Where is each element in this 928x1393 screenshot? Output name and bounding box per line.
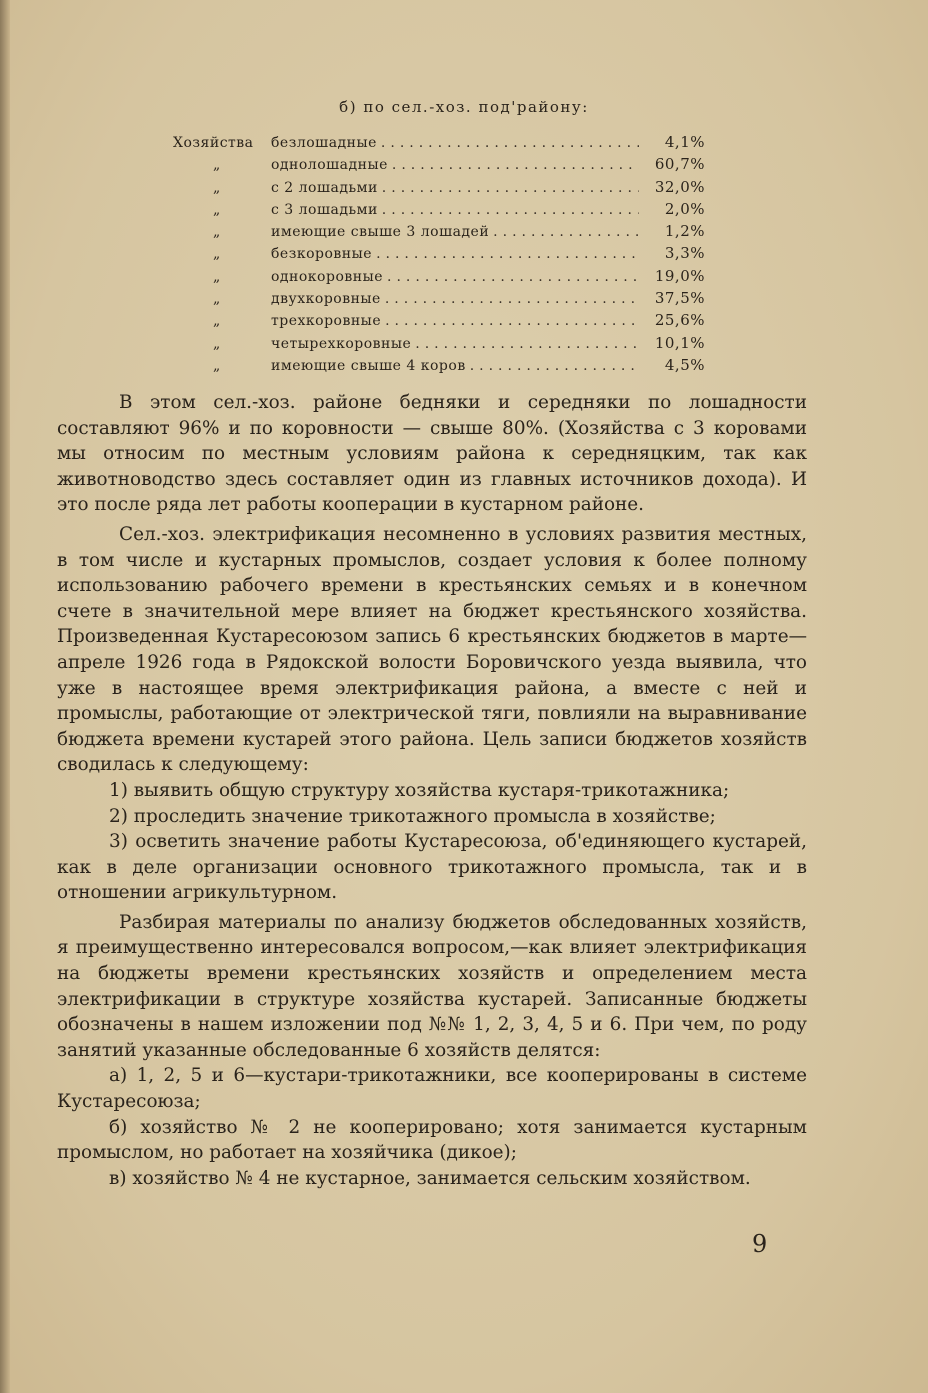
stat-label: безкоровные bbox=[271, 246, 373, 263]
stat-row bbox=[173, 133, 705, 155]
paragraph: В этом сел.-хоз. районе бедняки и середняки по лошадности составляют 96% и по коровности — свыше 80%. (Хозяйства с 3 коровами мы относим по местным условиям района к середняцким, так как животноводство здесь составляет один из главных источников дохода). И это после ряда лет работы кооперации в кустарном районе. bbox=[57, 392, 807, 516]
stat-value: 19,0% bbox=[654, 266, 705, 285]
ditto-mark: „ bbox=[213, 224, 221, 241]
stat-row bbox=[173, 334, 705, 356]
stat-value: 37,5% bbox=[654, 289, 705, 308]
leader-dots bbox=[382, 180, 639, 196]
stat-value: 25,6% bbox=[654, 311, 705, 330]
stat-value: 4,5% bbox=[664, 355, 705, 374]
stat-label: трехкоровные bbox=[271, 313, 382, 330]
list-item: 3) осветить значение работы Кустаресоюза, об'единяющего кустарей, как в деле организации основного трикотажного промысла, так и в отношении агрикультурном. bbox=[57, 831, 807, 904]
stat-row bbox=[173, 178, 705, 200]
statistics-list bbox=[173, 133, 705, 378]
stat-label: двухкоровные bbox=[271, 291, 381, 308]
ditto-mark: „ bbox=[213, 201, 221, 218]
stat-value: 1,2% bbox=[664, 222, 705, 241]
list-item: в) хозяйство № 4 не кустарное, занимается сельским хозяйством. bbox=[109, 1167, 751, 1189]
list-item: 1) выявить общую структуру хозяйства кустаря-трикотажника; bbox=[109, 779, 730, 801]
stat-value: 10,1% bbox=[654, 333, 705, 352]
stat-row bbox=[173, 356, 705, 378]
list-item: б) хозяйство № 2 не кооперировано; хотя занимается кустарным промыслом, но работает на хозяйчика (дикое); bbox=[57, 1116, 807, 1164]
page-edge bbox=[0, 0, 10, 1393]
stat-label: четырехкоровные bbox=[271, 335, 412, 352]
stat-row bbox=[173, 155, 705, 177]
leader-dots bbox=[385, 291, 639, 307]
ditto-mark: „ bbox=[213, 268, 221, 285]
leader-dots bbox=[376, 246, 639, 262]
leader-dots bbox=[415, 336, 639, 352]
ditto-mark: „ bbox=[213, 157, 221, 174]
stat-label: с 3 лошадьми bbox=[271, 201, 378, 218]
stat-row bbox=[173, 222, 705, 244]
leader-dots bbox=[470, 358, 639, 374]
leader-dots bbox=[493, 224, 639, 240]
stat-value: 60,7% bbox=[654, 155, 705, 174]
section-subtitle: б) по сел.-хоз. под'району: bbox=[339, 98, 589, 116]
ditto-mark: „ bbox=[213, 291, 221, 308]
stat-label: имеющие свыше 4 коров bbox=[271, 357, 466, 374]
stat-row-head: Хозяйства bbox=[173, 135, 254, 151]
stat-row bbox=[173, 289, 705, 311]
paragraph: Разбирая материалы по анализу бюджетов обследованных хозяйств, я преимущественно интересовался вопросом,—как влияет электрификация на бюджеты времени крестьянских хозяйств и определением места электрификации в структуре хозяйства кустарей. Записанные бюджеты обозначены в нашем изложении под №№ 1, 2, 3, 4, 5 и 6. При чем, по роду занятий указанные обследованные 6 хозяйств делятся: bbox=[57, 911, 807, 1061]
page-number: 9 bbox=[752, 1230, 768, 1258]
stat-label: безлошадные bbox=[271, 135, 377, 151]
stat-row bbox=[173, 244, 705, 266]
list-item: 2) проследить значение трикотажного промысла в хозяйстве; bbox=[109, 805, 716, 827]
stat-label: однокоровные bbox=[271, 268, 384, 285]
stat-value: 2,0% bbox=[664, 199, 705, 218]
stat-row bbox=[173, 267, 705, 289]
ditto-mark: „ bbox=[213, 335, 221, 352]
paragraph: Сел.-хоз. электрификация несомненно в условиях развития местных, в том числе и кустарных промыслов, создает условия к более полному использованию рабочего времени в крестьянских семьях и в конечном счете в значительной мере влияет на бюджет крестьянского хозяйства. Произведенная Кустаресоюзом запись 6 крестьянских бюджетов в марте—апреле 1926 года в Рядокской волости Боровичского уезда выявила, что уже в настоящее время электрификация района, а вместе с ней и промыслы, работающие от электрической тяги, повлияли на выравнивание бюджета времени кустарей этого района. Цель записи бюджетов хозяйств сводилась к следующему: bbox=[57, 523, 807, 776]
stat-label: имеющие свыше 3 лошадей bbox=[271, 224, 490, 241]
ditto-mark: „ bbox=[213, 357, 221, 374]
ditto-mark: „ bbox=[213, 179, 221, 196]
leader-dots bbox=[381, 135, 639, 151]
ditto-mark: „ bbox=[213, 313, 221, 330]
leader-dots bbox=[385, 313, 639, 329]
leader-dots bbox=[382, 202, 639, 218]
stat-value: 4,1% bbox=[664, 133, 705, 151]
stat-label: однолошадные bbox=[271, 157, 388, 174]
ditto-mark: „ bbox=[213, 246, 221, 263]
list-item: а) 1, 2, 5 и 6—кустари-трикотажники, все кооперированы в системе Кустаресоюза; bbox=[57, 1065, 807, 1113]
stat-value: 3,3% bbox=[664, 244, 705, 263]
body-text bbox=[57, 390, 807, 1191]
stat-row bbox=[173, 200, 705, 222]
stat-value: 32,0% bbox=[654, 177, 705, 196]
stat-row bbox=[173, 311, 705, 333]
leader-dots bbox=[392, 157, 639, 173]
stat-label: с 2 лошадьми bbox=[271, 179, 378, 196]
leader-dots bbox=[387, 269, 639, 285]
